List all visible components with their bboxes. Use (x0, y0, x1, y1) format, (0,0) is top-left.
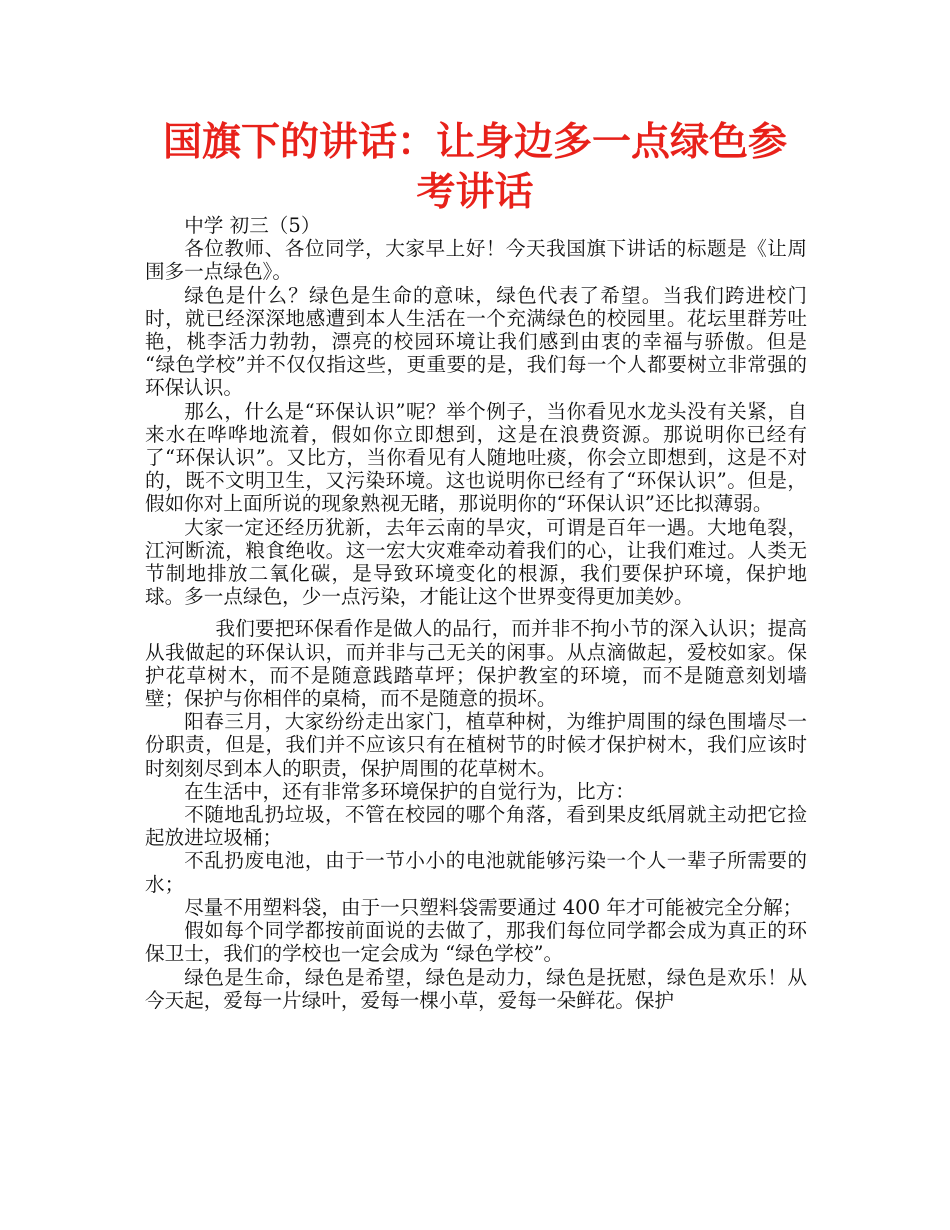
paragraph-eco-awareness: 那么，什么是“环保认识”呢？举个例子，当你看见水龙头没有关紧，自来水在哗哗地流着，假如你立即想到，这是在浪费资源。那说明你已经有了“环保认识”。又比方，当你看见有人随地吐痰，你会立即想到，这是不对的，既不文明卫生，又污染环境。这也说明你已经有了“环保认识”。但是，假如你对上面所说的现象熟视无睹，那说明你的“环保认识”还比拟薄弱。 (145, 399, 807, 516)
paragraph-closing: 绿色是生命，绿色是希望，绿色是动力，绿色是抚慰，绿色是欢乐！从今天起，爱每一片绿叶，爱每一棵小草，爱每一朵鲜花。保护 (145, 965, 807, 1012)
paragraph-character: 我们要把环保看作是做人的品行，而并非不拘小节的深入认识；提高从我做起的环保认识，而并非与己无关的闲事。从点滴做起，爱校如家。保护花草树木，而不是随意践踏草坪；保护教室的环境，而不是随意刻划墙壁；保护与你相伴的桌椅，而不是随意的损坏。 (145, 617, 807, 711)
paragraph-spring: 阳春三月，大家纷纷走出家门，植草种树，为维护周围的绿色围墙尽一份职责，但是，我们并不应该只有在植树节的时候才保护树木，我们应该时时刻刻尽到本人的职责，保护周围的花草树木。 (145, 710, 807, 780)
list-item-litter: 不随地乱扔垃圾，不管在校园的哪个角落，看到果皮纸屑就主动把它捡起放进垃圾桶； (145, 803, 807, 850)
paragraph-what-is-green: 绿色是什么？绿色是生命的意味，绿色代表了希望。当我们跨进校门时，就已经深深地感遭到本人生活在一个充满绿色的校园里。花坛里群芳吐艳，桃李活力勃勃，漂亮的校园环境让我们感到由衷的幸福与骄傲。但是 “绿色学校”并不仅仅指这些，更重要的是，我们每一个人都要树立非常强的环保认识。 (145, 283, 807, 400)
paragraph-daily-actions: 在生活中，还有非常多环境保护的自觉行为，比方： (184, 779, 635, 803)
paragraph-eco-guardians: 假如每个同学都按前面说的去做了，那我们每位同学都会成为真正的环保卫士，我们的学校也一定会成为 “绿色学校”。 (145, 919, 807, 966)
paragraph-drought: 大家一定还经历犹新，去年云南的旱灾，可谓是百年一遇。大地龟裂，江河断流，粮食绝收。这一宏大灾难牵动着我们的心，让我们难过。人类无节制地排放二氧化碳，是导致环境变化的根源，我们要保护环境，保护地球。多一点绿色，少一点污染，才能让这个世界变得更加美妙。 (145, 515, 807, 609)
school-class-line: 中学 初三（5） (184, 214, 321, 237)
list-item-batteries: 不乱扔废电池，由于一节小小的电池就能够污染一个人一辈子所需要的水； (145, 849, 807, 896)
list-item-plastic-bags: 尽量不用塑料袋，由于一只塑料袋需要通过 400 年才可能被完全分解； (184, 895, 803, 919)
page-title: 国旗下的讲话：让身边多一点绿色参考讲话 (162, 120, 787, 215)
greeting-paragraph: 各位教师、各位同学，大家早上好！今天我国旗下讲话的标题是《让周围多一点绿色》。 (145, 237, 807, 284)
document-body (145, 214, 807, 1012)
